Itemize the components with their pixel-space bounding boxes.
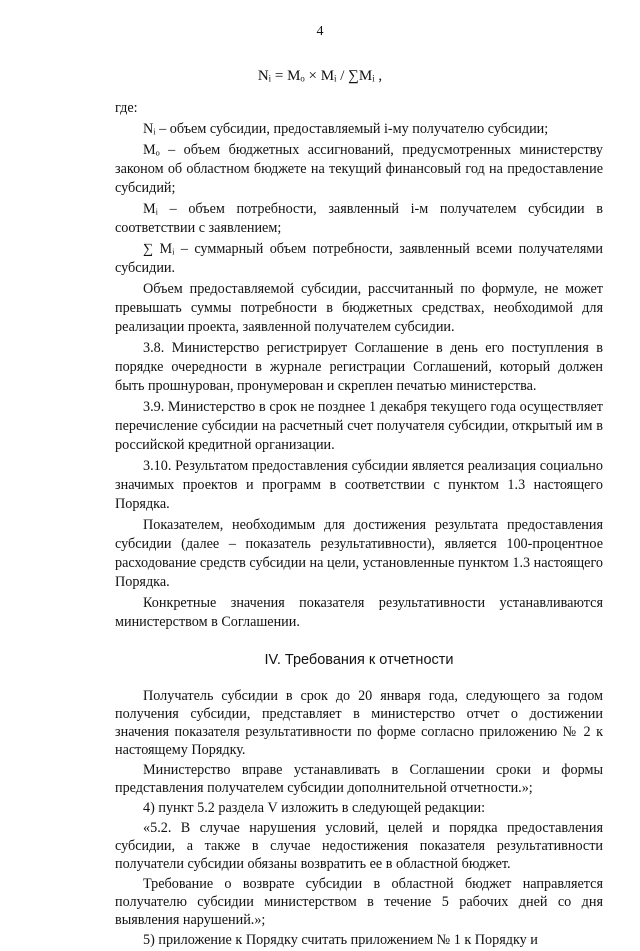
paragraph: Mₒ – объем бюджетных ассигнований, предусмотренных министерству законом об областном бюджете на текущий финансовый год на предоставление субсидий; xyxy=(115,142,603,196)
paragraph: «5.2. В случае нарушения условий, целей и порядка предоставления субсидии, а также в случае недостижения показателя результативности получатели субсидии обязаны возвратить ее в областной бюджет. xyxy=(115,820,603,872)
paragraph: 3.10. Результатом предоставления субсидии является реализация социально значимых проектов и программ в соответствии с пунктом 1.3 настоящего Порядка. xyxy=(115,458,603,512)
paragraph: Конкретные значения показателя результативности устанавливаются министерством в Соглашении. xyxy=(115,595,603,630)
paragraph: Министерство вправе устанавливать в Соглашении сроки и формы представления получателем субсидии дополнительной отчетности.»; xyxy=(115,762,603,796)
paragraph: Nᵢ – объем субсидии, предоставляемый i-му получателю субсидии; xyxy=(143,121,549,137)
paragraph: Показателем, необходимым для достижения результата предоставления субсидии (далее – показатель результативности), является 100-процентное расходование средств субсидии на цели, установленные пунктом 1.3 настоящего Порядка. xyxy=(115,517,603,590)
paragraph: Требование о возврате субсидии в областной бюджет направляется получателю субсидии министерством в течение 5 рабочих дней со дня выявления нарушений.»; xyxy=(115,876,603,928)
paragraph: 4) пункт 5.2 раздела V изложить в следующей редакции: xyxy=(143,800,486,816)
paragraph: 5) приложение к Порядку считать приложением № 1 к Порядку и xyxy=(143,932,538,948)
body-text xyxy=(115,99,603,951)
paragraph: ∑ Mᵢ – суммарный объем потребности, заявленный всеми получателями субсидии. xyxy=(115,241,603,276)
subsidy-formula: Nᵢ = Mₒ × Mᵢ / ∑Mᵢ , xyxy=(257,68,383,84)
paragraph: 3.9. Министерство в срок не позднее 1 декабря текущего года осуществляет перечисление субсидии на расчетный счет получателя субсидии, открытый им в российской кредитной организации. xyxy=(115,399,603,453)
paragraph: где: xyxy=(115,100,138,116)
paragraph: Получатель субсидии в срок до 20 января года, следующего за годом получения субсидии, представляет в министерство отчет о достижении значения показателя результативности по форме согласно приложению № 2 к настоящему Порядку. xyxy=(115,688,603,758)
paragraph: 3.8. Министерство регистрирует Соглашение в день его поступления в порядке очередности в журнале регистрации Соглашений, который должен быть прошнурован, пронумерован и скреплен печатью министерства. xyxy=(115,340,603,394)
paragraph: Mᵢ – объем потребности, заявленный i-м получателем субсидии в соответствии с заявлением; xyxy=(115,201,603,236)
section-heading: IV. Требования к отчетности xyxy=(264,652,454,668)
paragraph: Объем предоставляемой субсидии, рассчитанный по формуле, не может превышать суммы потребности в бюджетных средствах, необходимой для реализации проекта, заявленной получателем субсидии. xyxy=(115,281,603,335)
page-number: 4 xyxy=(316,24,324,39)
